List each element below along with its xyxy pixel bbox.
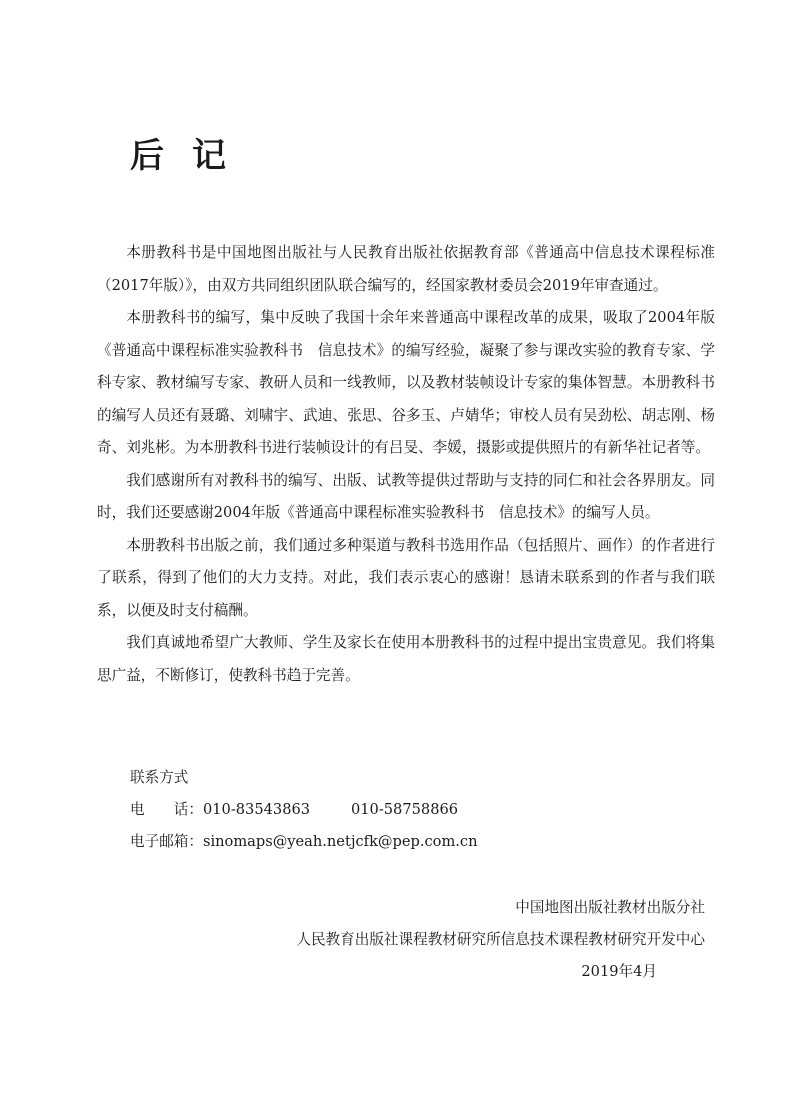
signature-date: 2019年4月 <box>581 963 657 980</box>
page-title <box>130 128 228 177</box>
paragraph-3: 我们感谢所有对教科书的编写、出版、试教等提供过帮助与支持的同仁和社会各界朋友。同时，我们还要感谢2004年版《普通高中课程标准实验教科书 信息技术》的编写人员。 <box>97 471 715 521</box>
signature-org-2: 人民教育出版社课程教材研究所信息技术课程教材研究开发中心 <box>296 931 705 948</box>
contact-section <box>130 762 478 858</box>
body-text <box>97 237 715 692</box>
signature-block <box>296 892 705 988</box>
email-address-2: jcfk@pep.com.cn <box>350 833 478 850</box>
phone-number-1: 010-83543863 <box>202 801 311 818</box>
title-char-2: 记 <box>192 136 228 176</box>
signature-org-1: 中国地图出版社教材出版分社 <box>515 899 705 916</box>
paragraph-5: 我们真诚地希望广大教师、学生及家长在使用本册教科书的过程中提出宝贵意见。我们将集思广益，不断修订，使教科书趋于完善。 <box>97 634 715 684</box>
paragraph-1: 本册教科书是中国地图出版社与人民教育出版社依据教育部《普通高中信息技术课程标准（2017年版）》，由双方共同组织团队联合编写的，经国家教材委员会2019年审查通过。 <box>97 244 715 294</box>
paragraph-4: 本册教科书出版之前，我们通过多种渠道与教科书选用作品（包括照片、画作）的作者进行了联系，得到了他们的大力支持。对此，我们表示衷心的感谢！恳请未联系到的作者与我们联系，以便及时支付稿酬。 <box>97 536 715 619</box>
email-row <box>130 826 478 858</box>
paragraph-2: 本册教科书的编写，集中反映了我国十余年来普通高中课程改革的成果，吸取了2004年版《普通高中课程标准实验教科书 信息技术》的编写经验，凝聚了参与课改实验的教育专家、学科专家、教材编写专家、教研人员和一线教师，以及教材装帧设计专家的集体智慧。本册教科书的编写人员还有聂璐、刘啸宇、武迪、张思、谷多玉、卢婧华；审校人员有吴劲松、胡志刚、杨奇、刘兆彬。为本册教科书进行装帧设计的有吕旻、李媛，摄影或提供照片的有新华社记者等。 <box>97 309 715 456</box>
email-label: 电子邮箱： <box>130 833 203 850</box>
title-char-1: 后 <box>130 136 166 176</box>
phone-number-2: 010-58758866 <box>350 801 459 818</box>
email-address-1: sinomaps@yeah.net <box>202 833 351 850</box>
contact-heading: 联系方式 <box>130 769 189 786</box>
phone-row <box>130 794 478 826</box>
phone-label: 电 话： <box>130 801 203 818</box>
